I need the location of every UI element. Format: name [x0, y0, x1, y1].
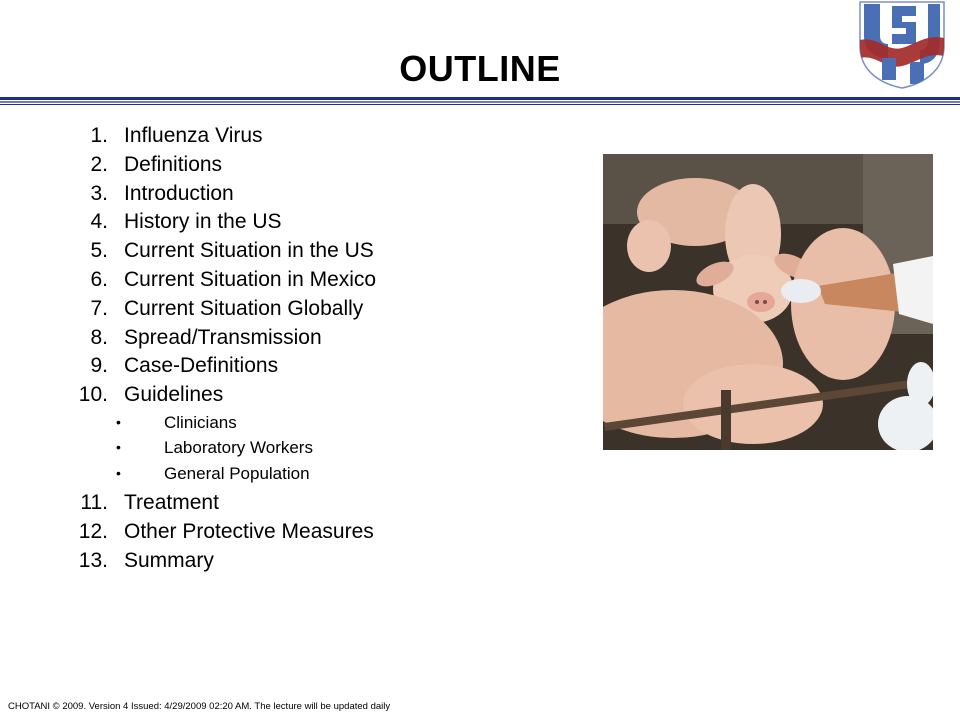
title-rule — [0, 97, 960, 100]
item-number: 4. — [90, 210, 108, 234]
item-label: History in the US — [124, 210, 282, 234]
item-number: 13. — [78, 549, 108, 573]
item-label: Guidelines — [124, 383, 224, 407]
sub-item-label: Clinicians — [164, 412, 237, 432]
bullet-icon: • — [116, 413, 121, 430]
item-number: 8. — [90, 325, 108, 349]
item-number: 5. — [90, 239, 108, 263]
sub-item-label: Laboratory Workers — [164, 438, 313, 458]
item-number: 6. — [90, 267, 108, 291]
item-label: Summary — [124, 549, 214, 573]
item-number: 11. — [80, 491, 108, 515]
item-number: 3. — [90, 181, 108, 205]
logo — [856, 0, 948, 90]
item-number: 9. — [90, 354, 108, 378]
slide-title: OUTLINE — [399, 48, 561, 89]
item-label: Introduction — [124, 181, 234, 205]
item-label: Current Situation Globally — [124, 296, 364, 320]
item-number: 7. — [90, 296, 108, 320]
item-label: Case-Definitions — [124, 354, 279, 378]
item-number: 12. — [78, 520, 108, 544]
sub-item-label: General Population — [164, 463, 310, 483]
title-rule-mid — [0, 101, 960, 103]
item-label: Treatment — [124, 491, 219, 515]
item-number: 10. — [78, 383, 108, 407]
item-label: Definitions — [124, 152, 223, 176]
item-label: Other Protective Measures — [124, 520, 374, 544]
bullet-icon: • — [116, 464, 121, 481]
title-rule-low — [0, 104, 960, 105]
footer-note: CHOTANI © 2009. Version 4 Issued: 4/29/2009 02:20 AM. The lecture will be updated daily — [8, 701, 391, 712]
bullet-icon: • — [116, 439, 121, 456]
item-label: Spread/Transmission — [124, 325, 322, 349]
item-label: Current Situation in Mexico — [124, 267, 377, 291]
item-label: Current Situation in the US — [124, 239, 374, 263]
item-number: 2. — [90, 152, 108, 176]
item-label: Influenza Virus — [124, 124, 263, 147]
item-number: 1. — [90, 124, 108, 147]
pig-vaccination-photo — [603, 154, 933, 450]
